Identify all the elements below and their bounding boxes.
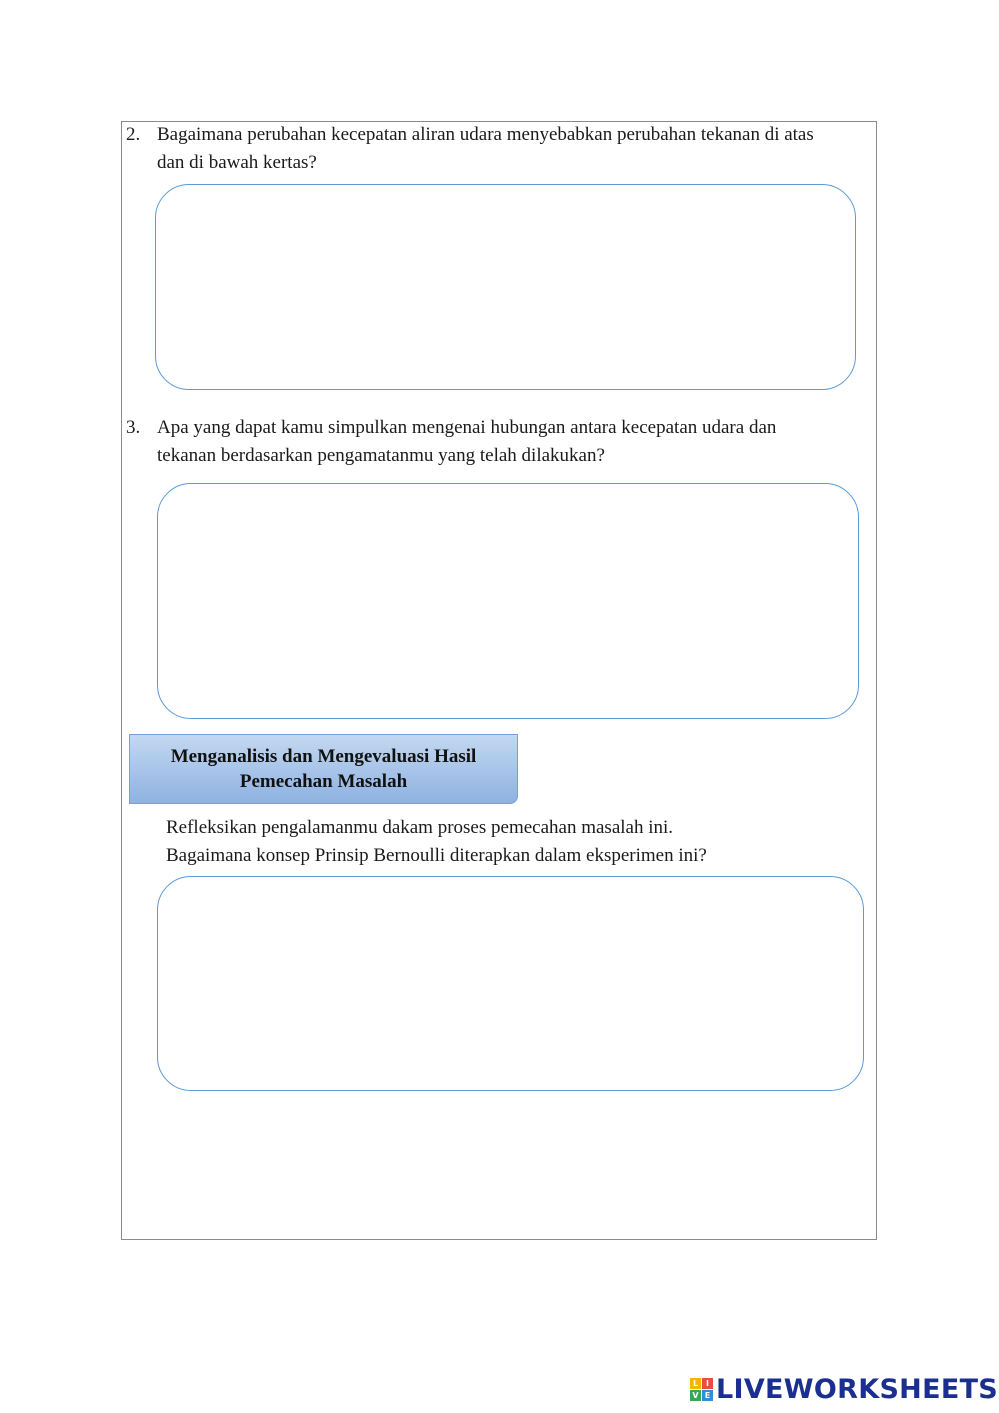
reflection-prompt xyxy=(166,814,707,870)
question-line: Bagaimana perubahan kecepatan aliran udara menyebabkan perubahan tekanan di atas xyxy=(157,124,814,145)
liveworksheets-logo-icon xyxy=(690,1378,713,1401)
question-line: Apa yang dapat kamu simpulkan mengenai hubungan antara kecepatan udara dan xyxy=(157,417,777,438)
logo-icon-letter: E xyxy=(702,1390,713,1401)
section-title-line: Menganalisis dan Mengevaluasi Hasil xyxy=(170,746,477,767)
section-title-line: Pemecahan Masalah xyxy=(239,771,408,792)
logo-icon-letter: I xyxy=(702,1378,713,1389)
answer-box-question-2[interactable] xyxy=(155,184,856,390)
answer-box-reflection[interactable] xyxy=(157,876,864,1091)
logo-icon-letter: L xyxy=(690,1378,701,1389)
question-text xyxy=(157,121,814,177)
reflection-line: Bagaimana konsep Prinsip Bernoulli diterapkan dalam eksperimen ini? xyxy=(166,845,707,866)
reflection-line: Refleksikan pengalamanmu dakam proses pemecahan masalah ini. xyxy=(166,817,674,838)
question-number: 3. xyxy=(126,417,141,438)
question-line: tekanan berdasarkan pengamatanmu yang telah dilakukan? xyxy=(157,445,605,466)
section-header xyxy=(129,734,518,804)
question-text xyxy=(157,414,776,470)
answer-box-question-3[interactable] xyxy=(157,483,859,719)
logo-text: LIVEWORKSHEETS xyxy=(716,1374,999,1405)
liveworksheets-logo xyxy=(690,1374,998,1405)
logo-icon-letter: V xyxy=(690,1390,701,1401)
question-number: 2. xyxy=(126,124,141,145)
question-line: dan di bawah kertas? xyxy=(157,152,317,173)
